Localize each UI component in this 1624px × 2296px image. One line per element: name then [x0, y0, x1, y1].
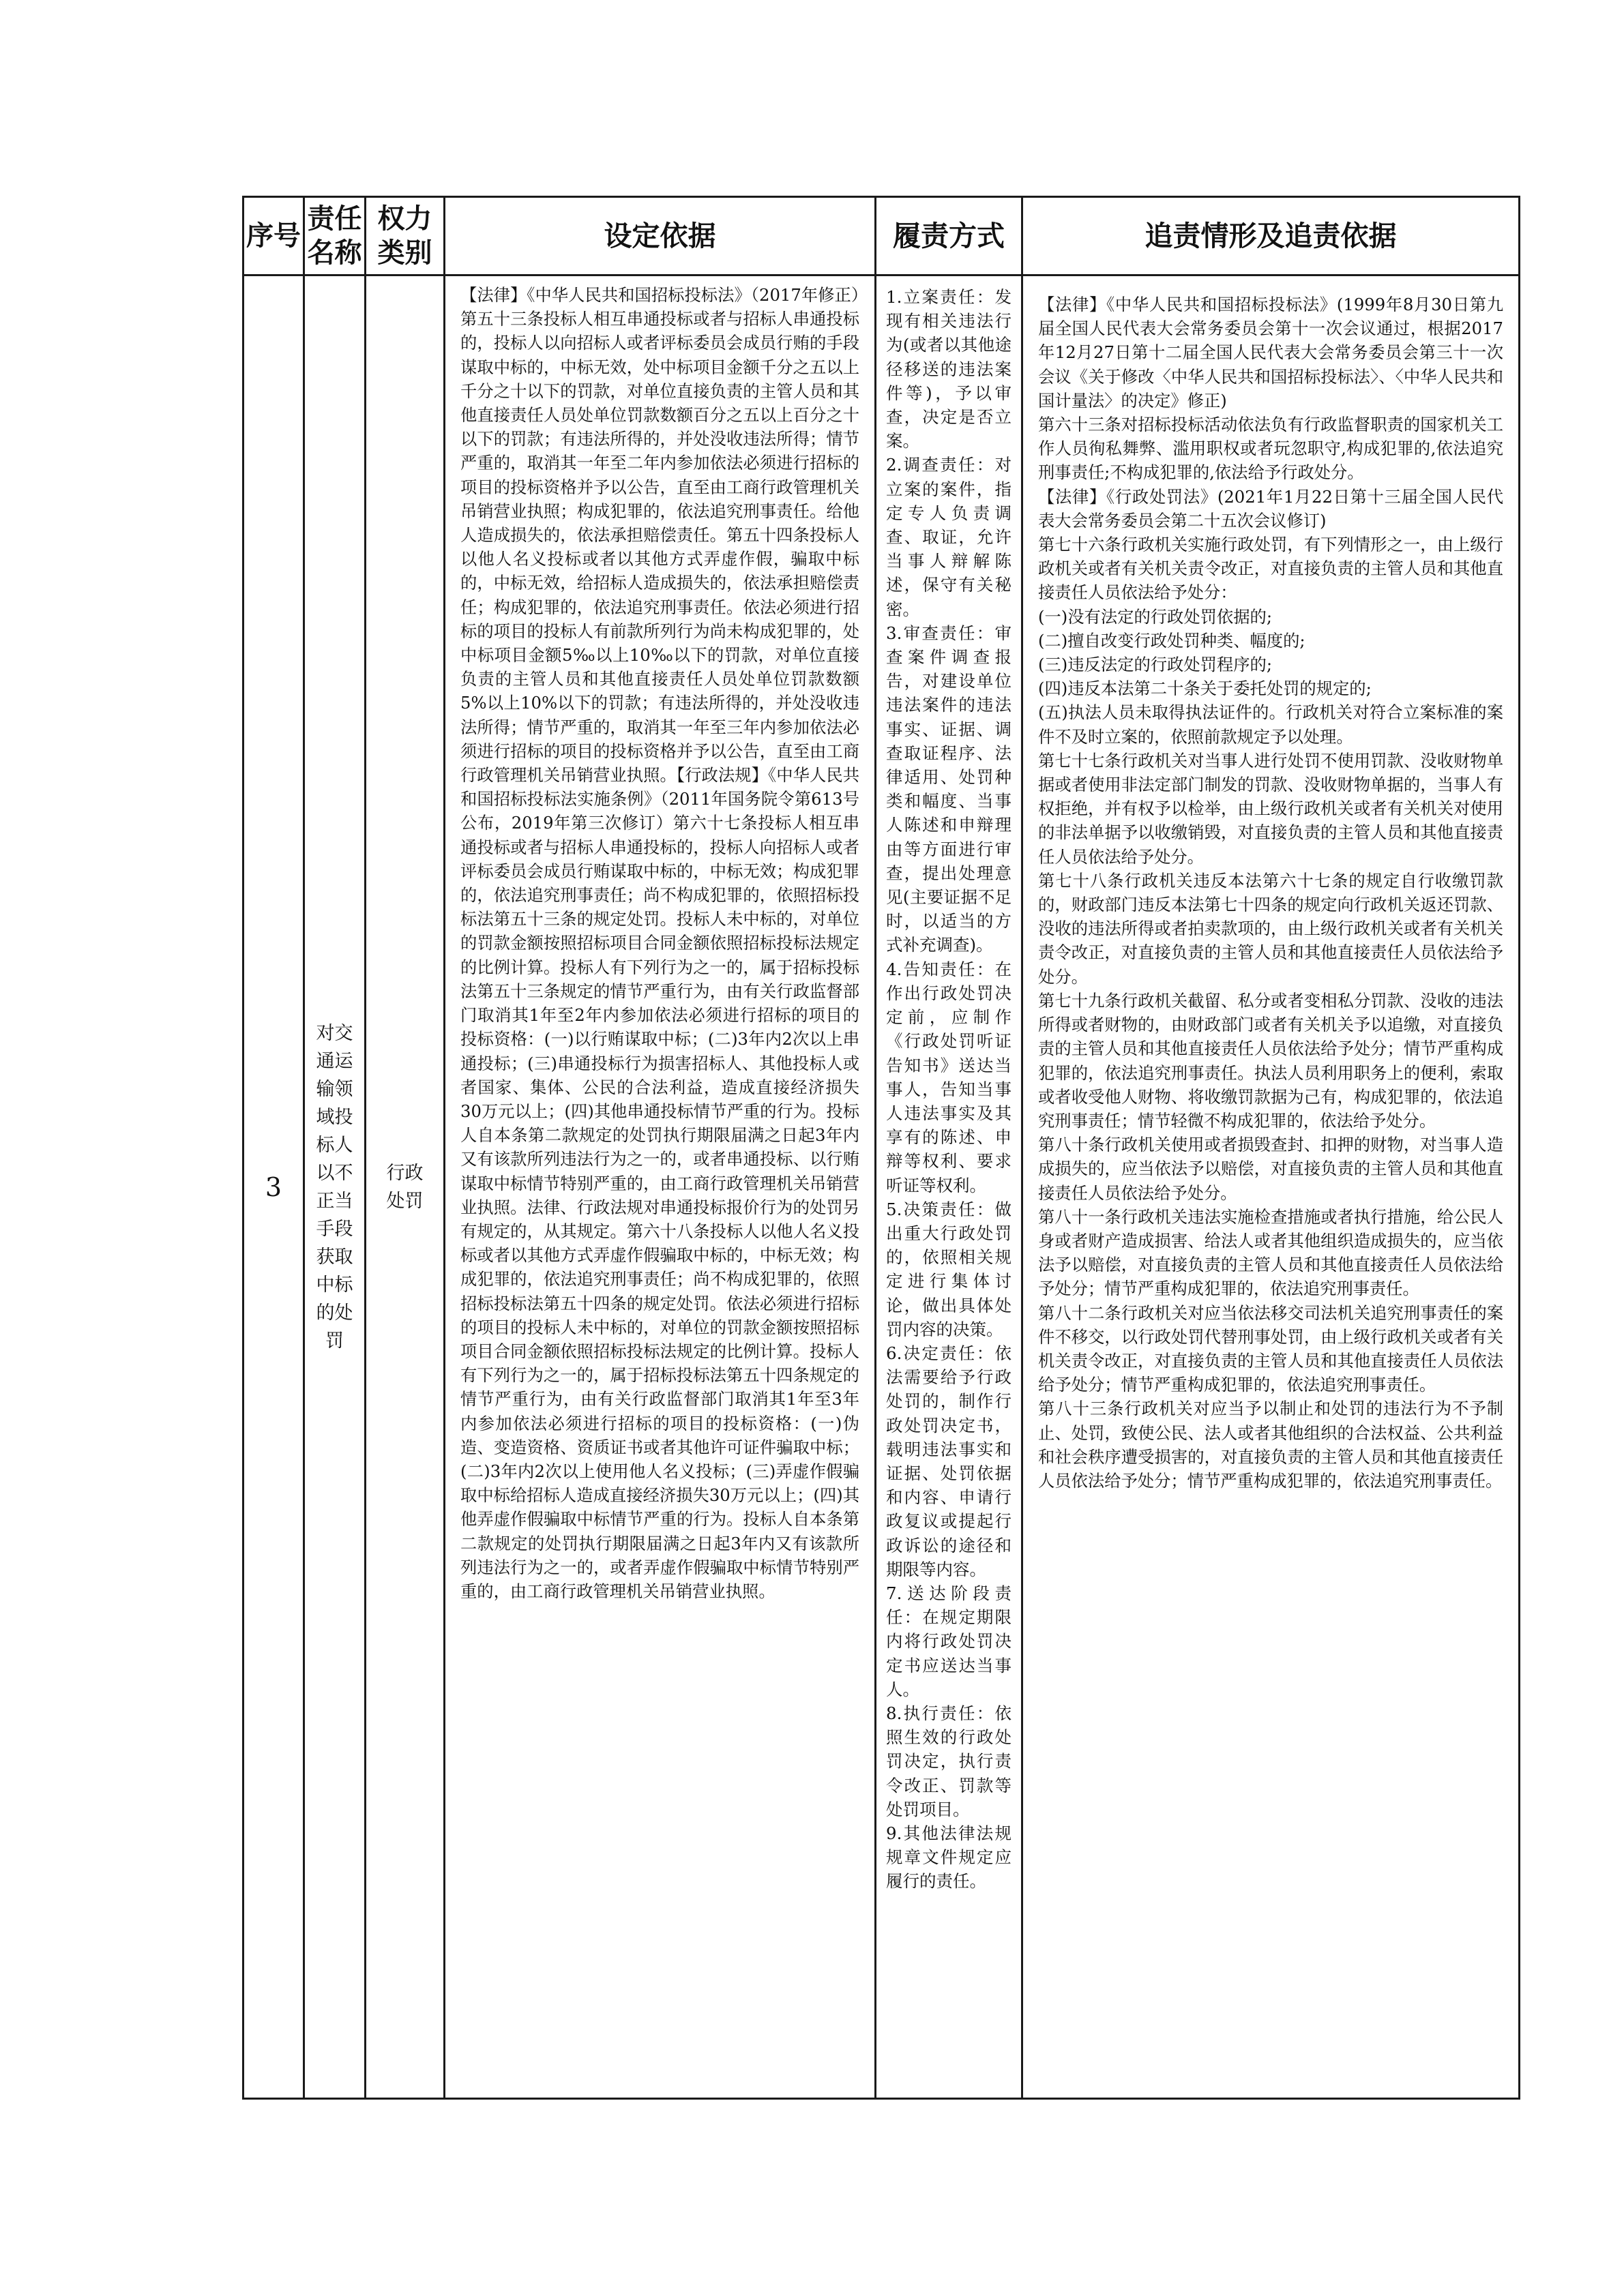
header-serial-number: 序号 — [243, 197, 304, 275]
legal-basis-text: 【法律】《中华人民共和国招标投标法》（2017年修正）第五十三条投标人相互串通投标或者与招标人串通投标的，投标人以向招标人或者评标委员会成员行贿的手段谋取中标的，中标无效，处中标项目金额千分之五以上千分之十以下的罚款，对单位直接负责的主管人员和其他直接责任人员处单位罚款数额百分之五以上百分之十以下的罚款；有违法所得的，并处没收违法所得；情节严重的，取消其一年至二年内参加依法必须进行招标的项目的投标资格并予以公告，直至由工商行政管理机关吊销营业执照；构成犯罪的，依法追究刑事责任。给他人造成损失的，依法承担赔偿责任。第五十四条投标人以他人名义投标或者以其他方式弄虚作假，骗取中标的，中标无效，给招标人造成损失的，依法承担赔偿责任；构成犯罪的，依法追究刑事责任。依法必须进行招标的项目的投标人有前款所列行为尚未构成犯罪的，处中标项目金额5‰以上10‰以下的罚款，对单位直接负责的主管人员和其他直接责任人员处单位罚款数额5%以上10%以下的罚款；有违法所得的，并处没收违法所得；情节严重的，取消其一年至三年内参加依法必须进行招标的项目的投标资格并予以公告，直至由工商行政管理机关吊销营业执照。【行政法规】《中华人民共和国招标投标法实施条例》（2011年国务院令第613号公布，2019年第三次修订）第六十七条投标人相互串通投标或者与招标人串通投标的，投标人向招标人或者评标委员会成员行贿谋取中标的，中标无效；构成犯罪的，依法追究刑事责任；尚不构成犯罪的，依照招标投标法第五十三条的规定处罚。投标人未中标的，对单位的罚款金额按照招标项目合同金额依照招标投标法规定的比例计算。投标人有下列行为之一的，属于招标投标法第五十三条规定的情节严重行为，由有关行政监督部门取消其1年至2年内参加依法必须进行招标的项目的投标资格：(一)以行贿谋取中标；(二)3年内2次以上串通投标；(三)串通投标行为损害招标人、其他投标人或者国家、集体、公民的合法利益，造成直接经济损失30万元以上；(四)其他串通投标情节严重的行为。投标人自本条第二款规定的处罚执行期限届满之日起3年内又有该款所列违法行为之一的，或者串通投标、以行贿谋取中标情节特别严重的，由工商行政管理机关吊销营业执照。法律、行政法规对串通投标报价行为的处罚另有规定的，从其规定。第六十八条投标人以他人名义投标或者以其他方式弄虚作假骗取中标的，中标无效；构成犯罪的，依法追究刑事责任；尚不构成犯罪的，依照招标投标法第五十四条的规定处罚。依法必须进行招标的项目的投标人未中标的，对单位的罚款金额按照招标项目合同金额依照招标投标法规定的比例计算。投标人有下列行为之一的，属于招标投标法第五十四条规定的情节严重行为，由有关行政监督部门取消其1年至3年内参加依法必须进行招标的项目的投标资格：(一)伪造、变造资格、资质证书或者其他许可证件骗取中标；(二)3年内2次以上使用他人名义投标；(三)弄虚作假骗取中标给招标人造成直接经济损失30万元以上；(四)其他弄虚作假骗取中标情节严重的行为。投标人自本条第二款规定的处罚执行期限届满之日起3年内又有该款所列违法行为之一的，或者弄虚作假骗取中标情节特别严重的，由工商行政管理机关吊销营业执照。 — [460, 285, 859, 1601]
duty-method-item: 8.执行责任：依照生效的行政处罚决定，执行责令改正、罚款等处罚项目。 — [886, 1703, 1012, 1819]
accountability-cell — [1022, 275, 1520, 2099]
legal-basis-cell — [445, 275, 876, 2099]
responsibility-name-cell: 对交通运输领域投标人以不正当手段获取中标的处罚 — [304, 275, 366, 2099]
duty-method-item: 4.告知责任：在作出行政处罚决定前，应制作《行政处罚听证告知书》送达当事人，告知当事人违法事实及其享有的陈述、申辩等权利、要求听证等权利。 — [886, 959, 1012, 1195]
table-row — [243, 275, 1520, 2099]
header-row — [243, 197, 1520, 275]
accountability-text: 【法律】《中华人民共和国招标投标法》(1999年8月30日第九届全国人民代表大会常务委员会第十一次会议通过，根据2017年12月27日第十二届全国人民代表大会常务委员会第三十一次会议《关于修改〈中华人民共和国招标投标法〉、〈中华人民共和国计量法〉的决定》修正) 第六十三条对招标投标活动依法负有行政监督职责的国家机关工作人员徇私舞弊、滥用职权或者玩忽职守,构成犯罪的,依法追究刑事责任;不构成犯罪的,依法给予行政处分。 【法律】《行政处罚法》(2021年1月22日第十三届全国人民代表大会常务委员会第二十五次会议修订) 第七十六条行政机关实施行政处罚，有下列情形之一，由上级行政机关或者有关机关责令改正，对直接负责的主管人员和其他直接责任人员依法给予处分： (一)没有法定的行政处罚依据的; (二)擅自改变行政处罚种类、幅度的; (三)违反法定的行政处罚程序的; (四)违反本法第二十条关于委托处罚的规定的; (五)执法人员未取得执法证件的。行政机关对符合立案标准的案件不及时立案的，依照前款规定予以处理。 第七十七条行政机关对当事人进行处罚不使用罚款、没收财物单据或者使用非法定部门制发的罚款、没收财物单据的，当事人有权拒绝，并有权予以检举，由上级行政机关或者有关机关对使用的非法单据予以收缴销毁，对直接负责的主管人员和其他直接责任人员依法给予处分。 第七十八条行政机关违反本法第六十七条的规定自行收缴罚款的，财政部门违反本法第七十四条的规定向行政机关返还罚款、没收的违法所得或者拍卖款项的，由上级行政机关或者有关机关责令改正，对直接负责的主管人员和其他直接责任人员依法给予处分。 第七十九条行政机关截留、私分或者变相私分罚款、没收的违法所得或者财物的，由财政部门或者有关机关予以追缴，对直接负责的主管人员和其他直接责任人员依法给予处分；情节严重构成犯罪的，依法追究刑事责任。执法人员利用职务上的便利，索取或者收受他人财物、将收缴罚款据为己有，构成犯罪的，依法追究刑事责任；情节轻微不构成犯罪的，依法给予处分。 第八十条行政机关使用或者损毁查封、扣押的财物，对当事人造成损失的，应当依法予以赔偿，对直接负责的主管人员和其他直接责任人员依法给予处分。 第八十一条行政机关违法实施检查措施或者执行措施，给公民人身或者财产造成损害、给法人或者其他组织造成损失的，应当依法予以赔偿，对直接负责的主管人员和其他直接责任人员依法给予处分；情节严重构成犯罪的，依法追究刑事责任。 第八十二条行政机关对应当依法移交司法机关追究刑事责任的案件不移交，以行政处罚代替刑事处罚，由上级行政机关或者有关机关责令改正，对直接负责的主管人员和其他直接责任人员依法给予处分；情节严重构成犯罪的，依法追究刑事责任。 第八十三条行政机关对应当予以制止和处罚的违法行为不予制止、处罚，致使公民、法人或者其他组织的合法权益、公共利益和社会秩序遭受损害的，对直接负责的主管人员和其他直接责任人员依法给予处分；情节严重构成犯罪的，依法追究刑事责任。 — [1038, 295, 1503, 1491]
duty-method-item: 3.审查责任：审查案件调查报告，对建设单位违法案件的违法事实、证据、调查取证程序、法律适用、处罚种类和幅度、当事人陈述和申辩理由等方面进行审查，提出处理意见(主要证据不足时，以适当的方式补充调查)。 — [886, 623, 1012, 955]
duty-method-item: 9.其他法律法规规章文件规定应履行的责任。 — [886, 1823, 1012, 1892]
header-accountability: 追责情形及追责依据 — [1022, 197, 1520, 275]
duty-method-cell — [876, 275, 1022, 2099]
header-power-category: 权力类别 — [366, 197, 445, 275]
responsibility-table — [242, 196, 1520, 2100]
duty-method-item: 2.调查责任：对立案的案件，指定专人负责调查、取证，允许当事人辩解陈述，保守有关秘密。 — [886, 455, 1012, 619]
header-duty-method: 履责方式 — [876, 197, 1022, 275]
duty-method-list — [876, 276, 1021, 1894]
duty-method-item: 6.决定责任：依法需要给予行政处罚的，制作行政处罚决定书，载明违法事实和证据、处罚依据和内容、申请行政复议或提起行政诉讼的途径和期限等内容。 — [886, 1343, 1012, 1579]
serial-number-cell: 3 — [243, 275, 304, 2099]
duty-method-item: 1.立案责任：发现有相关违法行为(或者以其他途径移送的违法案件等)，予以审查，决定是否立案。 — [886, 287, 1012, 451]
power-category-cell: 行政处罚 — [366, 275, 445, 2099]
header-responsibility-name: 责任名称 — [304, 197, 366, 275]
duty-method-item: 7.送达阶段责任：在规定期限内将行政处罚决定书应送达当事人。 — [886, 1583, 1012, 1699]
duty-method-item: 5.决策责任：做出重大行政处罚的，依照相关规定进行集体讨论，做出具体处罚内容的决策。 — [886, 1199, 1012, 1339]
header-legal-basis: 设定依据 — [445, 197, 876, 275]
